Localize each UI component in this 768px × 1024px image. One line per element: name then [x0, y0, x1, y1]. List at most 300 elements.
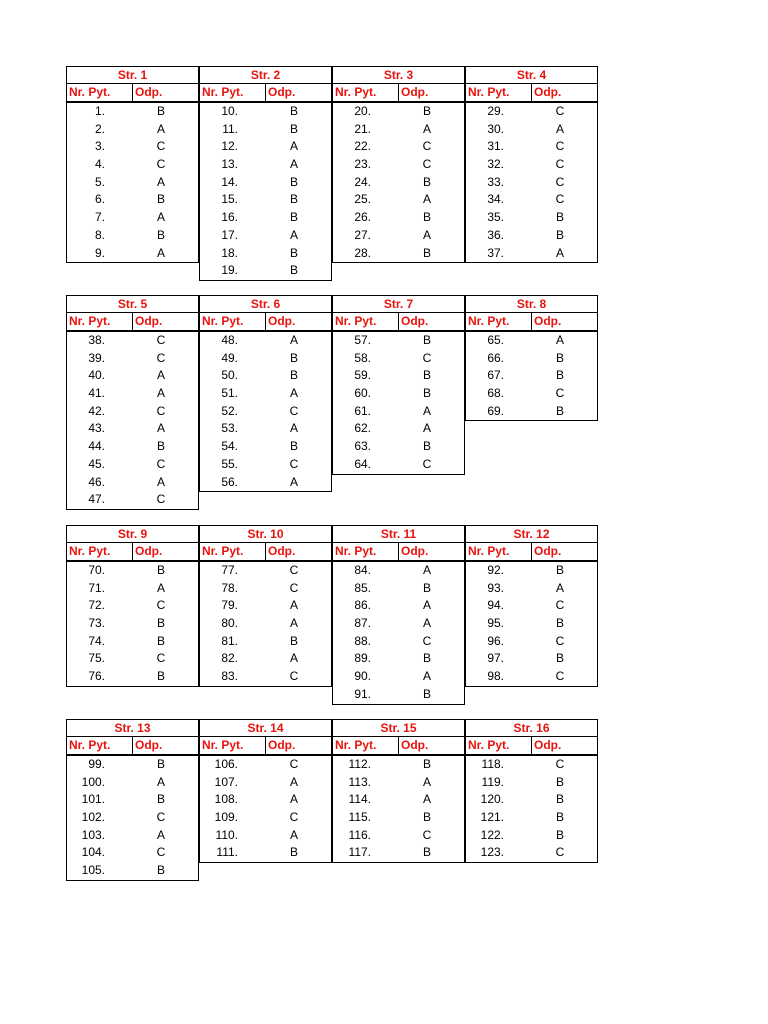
answer-letter: C	[156, 333, 166, 347]
question-number: 91.	[354, 686, 371, 701]
table-row	[466, 332, 597, 350]
answer-letter: A	[555, 121, 564, 136]
question-column-header: Nr. Pyt.	[466, 313, 532, 330]
answer-letter: C	[555, 174, 565, 189]
question-number: 49.	[221, 350, 238, 365]
answer-letter: A	[156, 210, 165, 225]
table-body	[465, 562, 598, 687]
answer-letter: A	[289, 157, 298, 172]
answer-column-header: Odp.	[534, 85, 562, 99]
answer-letter: A	[156, 245, 165, 260]
table-row	[200, 580, 331, 598]
answer-column-header: Odp.	[401, 85, 429, 99]
table-row	[466, 650, 597, 668]
answer-letter: C	[555, 386, 565, 401]
answer-cell	[105, 138, 171, 156]
table-row	[333, 650, 464, 668]
table-row	[200, 774, 331, 792]
question-number: 69.	[487, 403, 504, 418]
question-number: 100.	[81, 774, 105, 789]
question-number: 98.	[487, 669, 504, 684]
table-row	[466, 191, 597, 209]
question-number: 77.	[221, 563, 238, 577]
table-row	[67, 456, 198, 474]
answer-cell	[504, 756, 570, 774]
question-number: 123.	[480, 845, 504, 860]
table-row	[333, 332, 464, 350]
question-number: 15.	[221, 192, 238, 207]
answer-letter: B	[555, 827, 564, 842]
answer-letter: A	[289, 227, 298, 242]
table-row	[67, 227, 198, 245]
answer-cell	[371, 367, 437, 385]
column-headers	[465, 312, 598, 332]
question-column-header: Nr. Pyt.	[333, 543, 399, 560]
column-headers	[332, 542, 465, 562]
question-number: 72.	[88, 598, 105, 613]
answer-letter: B	[156, 192, 165, 207]
answer-cell	[371, 121, 437, 139]
answer-cell	[504, 650, 570, 668]
table-row	[466, 209, 597, 227]
answer-letter: B	[289, 104, 298, 118]
answer-letter: B	[289, 174, 298, 189]
table-body	[465, 756, 598, 863]
table-title: Str. 13	[66, 719, 199, 736]
question-number: 122.	[480, 827, 504, 842]
table-row	[67, 367, 198, 385]
answer-letter: C	[289, 669, 299, 684]
answer-cell	[504, 827, 570, 845]
table-row	[67, 420, 198, 438]
answer-letter: A	[422, 616, 431, 631]
answer-letter: B	[555, 368, 564, 383]
question-number: 114.	[348, 792, 371, 807]
question-number: 106.	[214, 757, 238, 771]
answer-letter: C	[422, 157, 432, 172]
question-number: 88.	[354, 633, 371, 648]
answer-cell	[105, 650, 171, 668]
answer-cell	[238, 474, 304, 492]
answer-cell	[105, 615, 171, 633]
table-row	[466, 809, 597, 827]
answer-cell	[105, 827, 171, 845]
question-number: 109.	[214, 810, 238, 825]
answer-cell	[105, 474, 171, 492]
answer-letter: C	[555, 104, 565, 118]
table-row	[333, 385, 464, 403]
answer-table	[332, 295, 465, 475]
answer-letter: A	[555, 580, 564, 595]
answer-cell	[105, 121, 171, 139]
answer-letter: B	[289, 368, 298, 383]
answer-cell	[105, 156, 171, 174]
table-row	[333, 615, 464, 633]
answer-cell	[105, 367, 171, 385]
question-number: 96.	[487, 633, 504, 648]
answer-cell	[371, 562, 437, 580]
table-row	[333, 227, 464, 245]
table-row	[67, 385, 198, 403]
question-column-header: Nr. Pyt.	[466, 84, 532, 101]
answer-cell	[238, 103, 304, 121]
question-number: 75.	[88, 651, 105, 666]
column-headers	[332, 736, 465, 756]
question-column-header: Nr. Pyt.	[200, 543, 266, 560]
answer-table	[66, 66, 199, 263]
answer-letter: B	[555, 350, 564, 365]
answer-letter: C	[156, 651, 166, 666]
table-row	[67, 791, 198, 809]
question-number: 81.	[221, 633, 238, 648]
answer-cell	[371, 438, 437, 456]
answer-cell	[504, 791, 570, 809]
answer-letter: C	[422, 456, 432, 471]
question-column-header: Nr. Pyt.	[466, 737, 532, 754]
table-row	[200, 156, 331, 174]
question-number: 23.	[354, 157, 371, 172]
table-row	[67, 756, 198, 774]
table-row	[67, 191, 198, 209]
table-row	[67, 121, 198, 139]
answer-letter: A	[156, 827, 165, 842]
table-row	[200, 103, 331, 121]
answer-cell	[371, 403, 437, 421]
answer-letter: B	[156, 863, 165, 878]
table-body	[66, 332, 199, 510]
question-number: 87.	[354, 616, 371, 631]
question-number: 118.	[481, 757, 504, 771]
question-number: 48.	[221, 333, 238, 347]
answer-cell	[504, 332, 570, 350]
question-number: 59.	[354, 368, 371, 383]
answer-letter: B	[289, 121, 298, 136]
answer-letter: B	[289, 439, 298, 454]
answer-cell	[238, 332, 304, 350]
table-row	[466, 597, 597, 615]
answer-cell	[238, 121, 304, 139]
answer-letter: C	[156, 456, 166, 471]
answer-cell	[238, 385, 304, 403]
answer-column-header: Odp.	[268, 738, 296, 752]
answer-cell	[105, 562, 171, 580]
table-row	[333, 121, 464, 139]
table-row	[466, 668, 597, 686]
table-row	[333, 420, 464, 438]
question-number: 73.	[88, 616, 105, 631]
table-row	[200, 791, 331, 809]
answer-column-header: Odp.	[268, 314, 296, 328]
answer-column-header: Odp.	[534, 738, 562, 752]
table-title: Str. 12	[465, 525, 598, 542]
question-number: 112.	[348, 757, 371, 771]
table-title: Str. 16	[465, 719, 598, 736]
column-headers	[66, 312, 199, 332]
answer-column-header: Odp.	[135, 544, 163, 558]
question-number: 35.	[487, 210, 504, 225]
answer-cell	[105, 403, 171, 421]
question-number: 20.	[354, 104, 371, 118]
answer-letter: B	[289, 350, 298, 365]
answer-cell	[105, 350, 171, 368]
question-number: 16.	[221, 210, 238, 225]
table-row	[333, 809, 464, 827]
question-number: 18.	[221, 245, 238, 260]
answer-table	[465, 525, 598, 687]
answer-cell	[105, 844, 171, 862]
answer-letter: A	[289, 598, 298, 613]
answer-letter: A	[156, 386, 165, 401]
question-number: 95.	[487, 616, 504, 631]
table-row	[67, 103, 198, 121]
answer-cell	[105, 227, 171, 245]
answer-cell	[105, 332, 171, 350]
answer-cell	[371, 456, 437, 474]
answer-column-header: Odp.	[401, 314, 429, 328]
table-row	[466, 827, 597, 845]
answer-letter: A	[289, 139, 298, 154]
answer-column-header: Odp.	[135, 738, 163, 752]
answer-letter: B	[555, 792, 564, 807]
table-row	[200, 403, 331, 421]
answer-cell	[371, 809, 437, 827]
question-number: 67.	[487, 368, 504, 383]
answer-letter: B	[422, 651, 431, 666]
answer-cell	[105, 862, 171, 880]
answer-cell	[238, 174, 304, 192]
table-title: Str. 15	[332, 719, 465, 736]
answer-cell	[371, 686, 437, 704]
table-title: Str. 6	[199, 295, 332, 312]
answer-cell	[504, 809, 570, 827]
question-column-header: Nr. Pyt.	[67, 313, 133, 330]
answer-letter: A	[289, 616, 298, 631]
question-number: 64.	[354, 456, 371, 471]
question-number: 110.	[215, 827, 238, 842]
answer-letter: B	[422, 333, 431, 347]
table-body	[199, 756, 332, 863]
answer-letter: A	[422, 227, 431, 242]
table-row	[67, 633, 198, 651]
table-body	[465, 103, 598, 263]
answer-column-header: Odp.	[534, 544, 562, 558]
answer-cell	[504, 633, 570, 651]
table-row	[67, 862, 198, 880]
answer-letter: A	[156, 774, 165, 789]
answer-cell	[238, 367, 304, 385]
answer-letter: C	[555, 845, 565, 860]
table-row	[466, 791, 597, 809]
answer-cell	[504, 562, 570, 580]
answer-cell	[105, 174, 171, 192]
question-column-header: Nr. Pyt.	[333, 84, 399, 101]
answer-letter: A	[422, 669, 431, 684]
answer-letter: A	[289, 827, 298, 842]
answer-cell	[504, 174, 570, 192]
answer-table	[199, 719, 332, 863]
question-number: 58.	[354, 350, 371, 365]
answer-letter: B	[422, 104, 431, 118]
table-body	[66, 756, 199, 881]
answer-letter: B	[289, 263, 298, 278]
answer-cell	[504, 580, 570, 598]
answer-letter: C	[156, 810, 166, 825]
table-row	[67, 580, 198, 598]
table-row	[67, 597, 198, 615]
table-row	[200, 827, 331, 845]
question-number: 93.	[487, 580, 504, 595]
column-headers	[199, 736, 332, 756]
question-number: 119.	[481, 774, 504, 789]
question-number: 29.	[487, 104, 504, 118]
question-column-header: Nr. Pyt.	[67, 84, 133, 101]
question-number: 65.	[487, 333, 504, 347]
answer-letter: C	[422, 350, 432, 365]
question-number: 52.	[221, 403, 238, 418]
question-number: 104.	[81, 845, 105, 860]
answer-cell	[105, 456, 171, 474]
answer-table	[332, 66, 465, 263]
table-row	[67, 245, 198, 263]
question-number: 10.	[221, 104, 238, 118]
table-title: Str. 4	[465, 66, 598, 83]
table-row	[200, 138, 331, 156]
answer-letter: A	[289, 333, 298, 347]
question-number: 76.	[88, 669, 105, 684]
table-row	[200, 474, 331, 492]
answer-table	[332, 525, 465, 705]
answer-letter: B	[555, 227, 564, 242]
question-number: 37.	[487, 245, 504, 260]
answer-cell	[504, 138, 570, 156]
answer-cell	[105, 103, 171, 121]
answer-letter: B	[422, 810, 431, 825]
question-number: 4.	[94, 157, 105, 172]
question-number: 60.	[354, 386, 371, 401]
answer-letter: C	[422, 827, 432, 842]
answer-cell	[371, 103, 437, 121]
question-number: 1.	[94, 104, 105, 118]
answer-cell	[105, 438, 171, 456]
question-number: 2.	[94, 121, 105, 136]
answer-cell	[504, 156, 570, 174]
question-number: 53.	[221, 421, 238, 436]
answer-letter: B	[555, 774, 564, 789]
answer-letter: A	[289, 421, 298, 436]
question-number: 17.	[221, 227, 238, 242]
table-row	[67, 491, 198, 509]
answer-cell	[371, 633, 437, 651]
answer-letter: A	[555, 333, 564, 347]
answer-cell	[238, 350, 304, 368]
answer-cell	[504, 615, 570, 633]
answer-cell	[105, 791, 171, 809]
answer-letter: C	[156, 350, 166, 365]
table-row	[67, 209, 198, 227]
question-number: 6.	[94, 192, 105, 207]
answer-cell	[504, 121, 570, 139]
answer-cell	[504, 844, 570, 862]
answer-column-header: Odp.	[135, 85, 163, 99]
table-row	[333, 403, 464, 421]
answer-cell	[238, 844, 304, 862]
answer-letter: C	[156, 403, 166, 418]
answer-cell	[238, 827, 304, 845]
question-number: 42.	[88, 403, 105, 418]
table-row	[67, 474, 198, 492]
table-row	[333, 774, 464, 792]
answer-letter: C	[289, 580, 299, 595]
question-number: 111.	[216, 845, 238, 860]
answer-letter: A	[289, 774, 298, 789]
answer-cell	[105, 774, 171, 792]
question-number: 108.	[214, 792, 238, 807]
question-number: 82.	[221, 651, 238, 666]
answer-letter: C	[555, 192, 565, 207]
question-number: 121.	[480, 810, 504, 825]
table-row	[466, 350, 597, 368]
answer-cell	[238, 156, 304, 174]
answer-letter: C	[555, 139, 565, 154]
table-row	[333, 350, 464, 368]
question-number: 46.	[88, 474, 105, 489]
table-body	[332, 756, 465, 863]
answer-cell	[504, 403, 570, 421]
answer-letter: A	[289, 792, 298, 807]
answer-letter: C	[555, 633, 565, 648]
answer-letter: B	[289, 633, 298, 648]
answer-cell	[238, 245, 304, 263]
answer-letter: B	[422, 686, 431, 701]
question-number: 25.	[354, 192, 371, 207]
answer-column-header: Odp.	[268, 85, 296, 99]
question-number: 11.	[222, 121, 238, 136]
table-row	[67, 650, 198, 668]
table-row	[333, 174, 464, 192]
table-row	[200, 650, 331, 668]
answer-letter: A	[422, 563, 431, 577]
answer-table	[465, 295, 598, 421]
answer-table	[199, 295, 332, 492]
table-row	[466, 367, 597, 385]
answer-letter: B	[156, 669, 165, 684]
answer-cell	[371, 245, 437, 263]
answer-letter: B	[156, 633, 165, 648]
answer-letter: A	[156, 474, 165, 489]
column-headers	[66, 83, 199, 103]
answer-column-header: Odp.	[401, 738, 429, 752]
question-number: 105.	[81, 863, 105, 878]
answer-cell	[105, 597, 171, 615]
answer-letter: B	[422, 368, 431, 383]
column-headers	[199, 542, 332, 562]
question-number: 74.	[88, 633, 105, 648]
table-row	[466, 245, 597, 263]
column-headers	[332, 312, 465, 332]
question-number: 21.	[354, 121, 371, 136]
question-number: 14.	[221, 174, 238, 189]
question-number: 78.	[221, 580, 238, 595]
answer-letter: C	[555, 157, 565, 172]
table-row	[200, 844, 331, 862]
answer-cell	[371, 597, 437, 615]
table-row	[466, 174, 597, 192]
answer-letter: C	[555, 757, 565, 771]
table-row	[466, 774, 597, 792]
answer-letter: A	[422, 192, 431, 207]
answer-cell	[105, 191, 171, 209]
answer-cell	[238, 756, 304, 774]
